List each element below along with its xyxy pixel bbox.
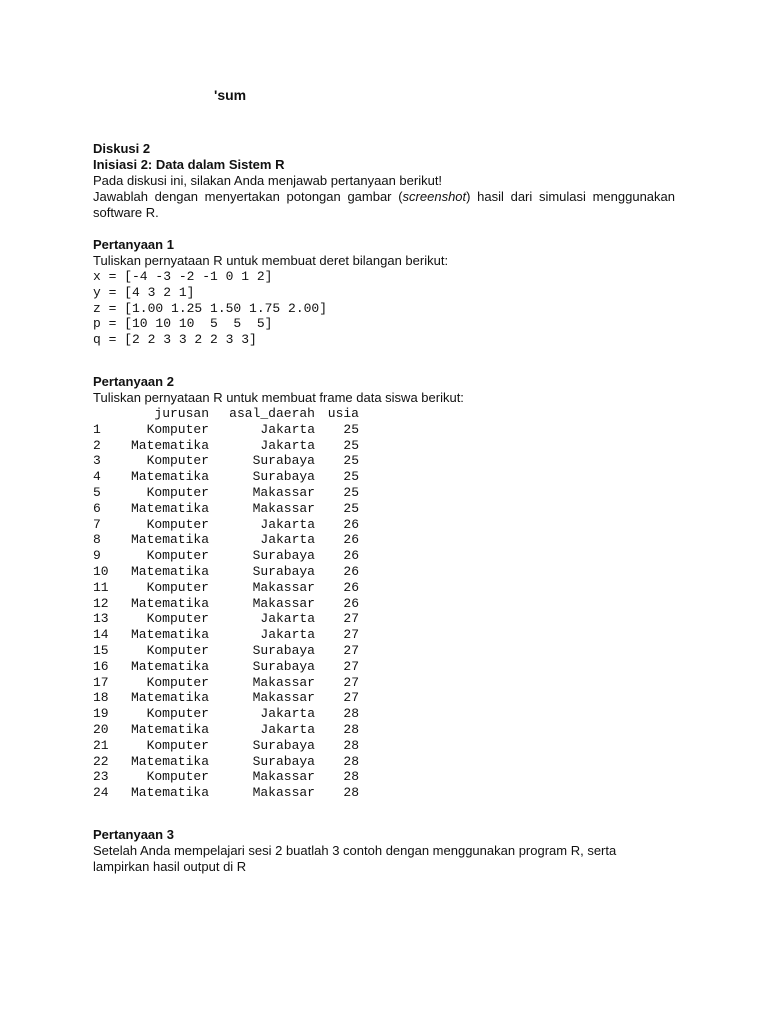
table-body	[93, 422, 359, 801]
table-row	[93, 596, 359, 612]
table-cell: Jakarta	[260, 627, 315, 643]
table-cell: 22	[93, 753, 109, 769]
table-cell: 17	[93, 674, 109, 690]
table-cell: 15	[93, 642, 109, 658]
table-cell: Surabaya	[252, 563, 315, 579]
table-cell: 28	[343, 753, 359, 769]
table-cell: Surabaya	[252, 658, 315, 674]
table-cell: Jakarta	[260, 437, 315, 453]
q1-prompt: Tuliskan pernyataan R untuk membuat deret bilangan berikut:	[93, 253, 449, 268]
table-cell: 10	[93, 563, 109, 579]
table-cell: 19	[93, 706, 109, 722]
table-row	[93, 422, 359, 438]
table-cell: 13	[93, 611, 109, 627]
table-row	[93, 659, 359, 675]
table-cell: 20	[93, 721, 109, 737]
q3-prompt: Setelah Anda mempelajari sesi 2 buatlah 3 contoh dengan menggunakan program R, serta lampirkan hasil output di R	[93, 842, 617, 874]
table-cell: Makassar	[252, 690, 315, 706]
instruction-before: Jawablah dengan menyertakan potongan gambar (	[93, 189, 403, 204]
table-cell: 28	[343, 769, 359, 785]
table-cell: Komputer	[146, 737, 209, 753]
q2-title: Pertanyaan 2	[93, 373, 174, 389]
document-body	[93, 141, 675, 875]
table-cell: Makassar	[252, 769, 315, 785]
table-cell: Jakarta	[260, 706, 315, 722]
table-cell: Surabaya	[252, 642, 315, 658]
table-cell: 24	[93, 785, 109, 801]
table-row	[93, 580, 359, 596]
table-cell: 1	[93, 421, 101, 437]
table-row	[93, 675, 359, 691]
table-cell: 8	[93, 532, 101, 548]
table-cell: 28	[343, 706, 359, 722]
table-cell: Komputer	[146, 706, 209, 722]
table-cell: 11	[93, 579, 109, 595]
table-cell: Makassar	[252, 785, 315, 801]
data-frame-table	[93, 406, 359, 801]
q2-prompt: Tuliskan pernyataan R untuk membuat frame data siswa berikut:	[93, 389, 464, 405]
table-row	[93, 722, 359, 738]
column-header: jurusan	[154, 405, 209, 421]
table-cell: Surabaya	[252, 548, 315, 564]
code-line: x = [-4 -3 -2 -1 0 1 2]	[93, 269, 273, 284]
table-cell: Matematika	[130, 469, 209, 485]
table-row	[93, 706, 359, 722]
table-row	[93, 469, 359, 485]
table-cell: Matematika	[130, 785, 209, 801]
table-cell: Komputer	[146, 484, 209, 500]
table-row	[93, 690, 359, 706]
table-cell: 27	[343, 674, 359, 690]
table-cell: 18	[93, 690, 109, 706]
table-cell: Jakarta	[260, 421, 315, 437]
table-cell: Komputer	[146, 421, 209, 437]
table-row	[93, 453, 359, 469]
table-cell: Matematika	[130, 500, 209, 516]
table-row	[93, 517, 359, 533]
table-row	[93, 754, 359, 770]
table-cell: Jakarta	[260, 611, 315, 627]
instruction-paragraph	[93, 189, 675, 221]
table-cell: Matematika	[130, 595, 209, 611]
column-header: asal_daerah	[229, 405, 315, 421]
table-cell: 12	[93, 595, 109, 611]
table-row	[93, 769, 359, 785]
table-cell: 26	[343, 548, 359, 564]
table-header-row	[93, 406, 359, 422]
table-cell: 26	[343, 532, 359, 548]
table-cell: Makassar	[252, 484, 315, 500]
table-cell: Komputer	[146, 579, 209, 595]
table-cell: Makassar	[252, 500, 315, 516]
table-row	[93, 548, 359, 564]
table-row	[93, 485, 359, 501]
table-cell: Matematika	[130, 437, 209, 453]
table-cell: 28	[343, 721, 359, 737]
table-row	[93, 627, 359, 643]
table-cell: 7	[93, 516, 101, 532]
header-mark: 'sum	[214, 87, 247, 103]
table-row	[93, 438, 359, 454]
table-cell: Surabaya	[252, 737, 315, 753]
q1-code-block	[93, 269, 675, 348]
table-cell: Jakarta	[260, 721, 315, 737]
diskusi-title: Diskusi 2	[93, 141, 151, 156]
table-row	[93, 738, 359, 754]
table-cell: Komputer	[146, 453, 209, 469]
table-cell: 4	[93, 469, 101, 485]
table-cell: 6	[93, 500, 101, 516]
table-row	[93, 785, 359, 801]
table-cell: 25	[343, 453, 359, 469]
table-row	[93, 643, 359, 659]
table-cell: Komputer	[146, 548, 209, 564]
code-line: y = [4 3 2 1]	[93, 284, 195, 300]
table-cell: 25	[343, 469, 359, 485]
column-header	[93, 406, 119, 422]
inisiasi-title: Inisiasi 2: Data dalam Sistem R	[93, 157, 285, 172]
table-cell: Surabaya	[252, 753, 315, 769]
table-cell: 27	[343, 690, 359, 706]
table-cell: Makassar	[252, 595, 315, 611]
table-cell: 28	[343, 785, 359, 801]
table-cell: Komputer	[146, 769, 209, 785]
table-cell: 26	[343, 516, 359, 532]
table-cell: 26	[343, 595, 359, 611]
table-cell: 25	[343, 484, 359, 500]
table-cell: Matematika	[130, 721, 209, 737]
table-cell: Komputer	[146, 611, 209, 627]
table-cell: 27	[343, 642, 359, 658]
table-cell: 27	[343, 627, 359, 643]
table-cell: Komputer	[146, 642, 209, 658]
table-cell: 25	[343, 500, 359, 516]
table-cell: 27	[343, 611, 359, 627]
column-header: usia	[327, 405, 359, 421]
table-cell: 3	[93, 453, 101, 469]
table-cell: 28	[343, 737, 359, 753]
table-cell: Matematika	[130, 753, 209, 769]
table-cell: 26	[343, 563, 359, 579]
table-row	[93, 532, 359, 548]
table-cell: Makassar	[252, 579, 315, 595]
table-cell: 27	[343, 658, 359, 674]
table-cell: 25	[343, 421, 359, 437]
table-cell: 16	[93, 658, 109, 674]
table-cell: 14	[93, 627, 109, 643]
table-cell: Matematika	[130, 658, 209, 674]
table-cell: Matematika	[130, 563, 209, 579]
table-cell: 25	[343, 437, 359, 453]
q1-title: Pertanyaan 1	[93, 237, 174, 252]
table-cell: Jakarta	[260, 516, 315, 532]
table-cell: Surabaya	[252, 469, 315, 485]
table-cell: 5	[93, 484, 101, 500]
table-cell: Surabaya	[252, 453, 315, 469]
table-cell: Matematika	[130, 532, 209, 548]
table-cell: 23	[93, 769, 109, 785]
table-cell: Matematika	[130, 690, 209, 706]
table-cell: 9	[93, 548, 101, 564]
code-line: q = [2 2 3 3 2 2 3 3]	[93, 332, 257, 348]
table-cell: 26	[343, 579, 359, 595]
table-cell: Matematika	[130, 627, 209, 643]
table-row	[93, 611, 359, 627]
instruction-italic: screenshot	[402, 189, 467, 204]
table-row	[93, 501, 359, 517]
table-cell: Jakarta	[260, 532, 315, 548]
table-cell: 21	[93, 737, 109, 753]
table-cell: 2	[93, 437, 101, 453]
instruction-after: ) hasil dari simulasi menggunakan software R.	[93, 189, 675, 220]
table-cell: Makassar	[252, 674, 315, 690]
code-line: z = [1.00 1.25 1.50 1.75 2.00]	[93, 300, 328, 316]
table-cell: Komputer	[146, 516, 209, 532]
intro-line: Pada diskusi ini, silakan Anda menjawab pertanyaan berikut!	[93, 173, 443, 188]
code-line: p = [10 10 10 5 5 5]	[93, 316, 273, 332]
table-row	[93, 564, 359, 580]
table-cell: Komputer	[146, 674, 209, 690]
q3-title: Pertanyaan 3	[93, 826, 174, 842]
